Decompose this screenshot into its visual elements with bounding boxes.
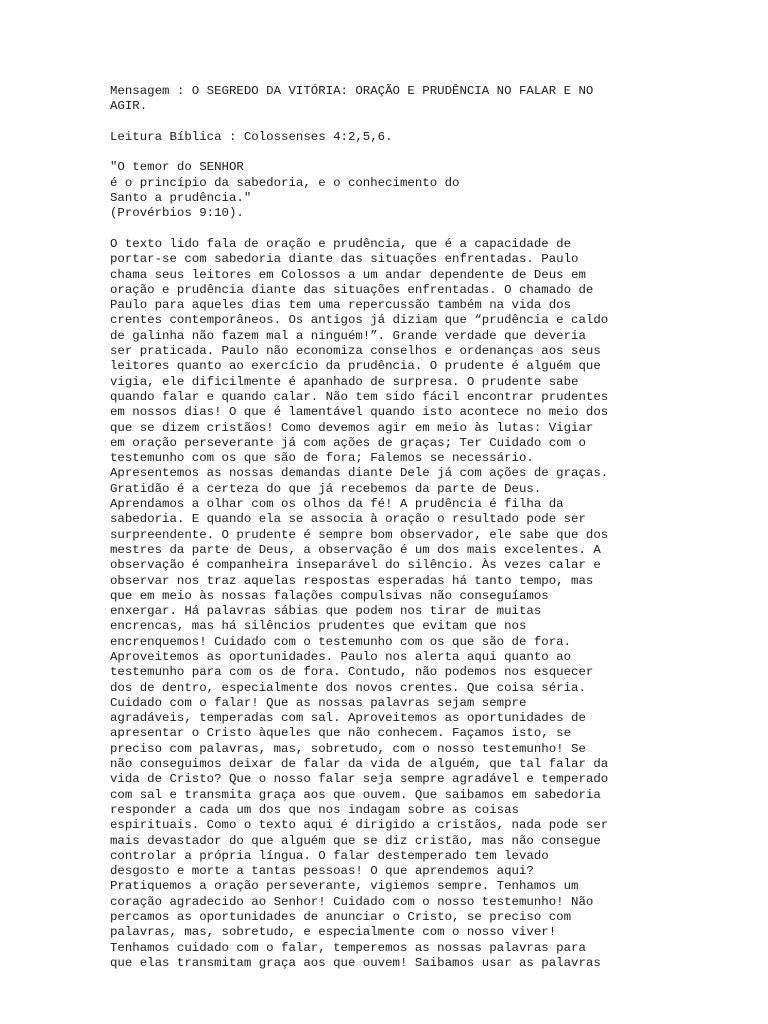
- spacer: [110, 145, 658, 160]
- body-line: mestres da parte de Deus, a observação é um dos mais excelentes. A: [110, 542, 601, 557]
- quote-citation: (Provérbios 9:10).: [110, 206, 244, 221]
- body-line: sabedoria. E quando ela se associa à oração o resultado pode ser: [110, 512, 586, 527]
- body-line: enxergar. Há palavras sábias que podem nos tirar de muitas: [110, 604, 542, 619]
- body-line: Paulo para aqueles dias tem uma repercussão também na vida dos: [110, 298, 572, 313]
- body-line: quando falar e quando calar. Não tem sido fácil encontrar prudentes: [110, 389, 609, 404]
- body-line: percamos as oportunidades de anunciar o Cristo, se preciso com: [110, 910, 572, 925]
- epigraph-quote: [110, 160, 658, 236]
- body-line: observação é companheira inseparável do silêncio. Às vezes calar e: [110, 558, 601, 573]
- body-line: encrencas, mas há silêncios prudentes que evitam que nos: [110, 619, 527, 634]
- spacer: [110, 115, 658, 130]
- body-line: leitores quanto ao exercício da prudência. O prudente é alguém que: [110, 359, 601, 374]
- document-page: [110, 84, 658, 971]
- body-line: Pratiquemos a oração perseverante, vigiemos sempre. Tenhamos um: [110, 879, 579, 894]
- body-line: dos de dentro, especialmente dos novos crentes. Que coisa séria.: [110, 680, 586, 695]
- body-line: apresentar o Cristo àqueles que não conhecem. Façamos isto, se: [110, 726, 572, 741]
- body-line: oração e prudência diante das situações enfrentadas. O chamado de: [110, 282, 594, 297]
- body-line: vigia, ele dificilmente é apanhado de surpresa. O prudente sabe: [110, 374, 579, 389]
- body-line: mais devastador do que alguém que se diz cristão, mas não consegue: [110, 833, 601, 848]
- quote-line: Santo a prudência.": [110, 191, 252, 206]
- body-line: coração agradecido ao Senhor! Cuidado com o nosso testemunho! Não: [110, 894, 594, 909]
- body-line: palavras, mas, sobretudo, e especialmente com o nosso viver!: [110, 925, 557, 940]
- body-line: controlar a própria língua. O falar destemperado tem levado: [110, 848, 549, 863]
- body-line: em oração perseverante já com ações de graças; Ter Cuidado com o: [110, 435, 586, 450]
- body-line: encrenquemos! Cuidado com o testemunho com os que são de fora.: [110, 634, 572, 649]
- body-line: Cuidado com o falar! Que as nossas palavras sejam sempre: [110, 695, 527, 710]
- body-line: Tenhamos cuidado com o falar, temperemos as nossas palavras para: [110, 940, 586, 955]
- body-paragraph: [110, 237, 658, 971]
- body-line: chama seus leitores em Colossos a um andar dependente de Deus em: [110, 267, 586, 282]
- body-line: testemunho para com os de fora. Contudo, não podemos nos esquecer: [110, 665, 594, 680]
- spacer: [110, 222, 658, 237]
- body-line: de galinha não fazem mal a ninguém!”. Grande verdade que deveria: [110, 328, 586, 343]
- bible-reading: Leitura Bíblica : Colossenses 4:2,5,6.: [110, 129, 393, 144]
- body-line: não conseguimos deixar de falar da vida de alguém, que tal falar da: [110, 757, 609, 772]
- body-line: surpreendente. O prudente é sempre bom observador, ele sabe que dos: [110, 527, 609, 542]
- body-line: que se dizem cristãos! Como devemos agir em meio às lutas: Vigiar: [110, 420, 594, 435]
- body-line: ser praticada. Paulo não economiza conselhos e ordenanças aos seus: [110, 344, 601, 359]
- body-line: que em meio às nossas falações compulsivas não conseguíamos: [110, 588, 549, 603]
- body-line: preciso com palavras, mas, sobretudo, com o nosso testemunho! Se: [110, 741, 586, 756]
- body-line: Aproveitemos as oportunidades. Paulo nos alerta aqui quanto ao: [110, 649, 572, 664]
- body-line: com sal e transmita graça aos que ouvem. Que saibamos em sabedoria: [110, 787, 601, 802]
- body-line: desgosto e morte a tantas pessoas! O que aprendemos aqui?: [110, 864, 534, 879]
- body-line: O texto lido fala de oração e prudência, que é a capacidade de: [110, 236, 572, 251]
- body-line: Gratidão é a certeza do que já recebemos da parte de Deus.: [110, 481, 542, 496]
- body-line: testemunho com os que são de fora; Falemos se necessário.: [110, 451, 534, 466]
- body-line: vida de Cristo? Que o nosso falar seja sempre agradável e temperado: [110, 772, 609, 787]
- body-line: espirituais. Como o texto aqui é dirigido a cristãos, nada pode ser: [110, 818, 609, 833]
- title-line-1: Mensagem : O SEGREDO DA VITÓRIA: ORAÇÃO E PRUDÊNCIA NO FALAR E NO: [110, 84, 594, 98]
- body-line: agradáveis, temperadas com sal. Aproveitemos as oportunidades de: [110, 711, 586, 726]
- quote-line: "O temor do SENHOR: [110, 160, 244, 175]
- body-line: portar-se com sabedoria diante das situações enfrentadas. Paulo: [110, 252, 579, 267]
- body-line: Apresentemos as nossas demandas diante Dele já com ações de graças.: [110, 466, 609, 481]
- body-line: em nossos dias! O que é lamentável quando isto acontece no meio dos: [110, 405, 609, 420]
- quote-line: é o princípio da sabedoria, e o conhecimento do: [110, 175, 460, 190]
- body-line: que elas transmitam graça aos que ouvem! Saibamos usar as palavras: [110, 955, 601, 970]
- document-header: [110, 84, 658, 160]
- title-line-2: AGIR.: [110, 99, 148, 114]
- body-line: Aprendamos a olhar com os olhos da fé! A prudência é filha da: [110, 497, 564, 512]
- body-line: responder a cada um dos que nos indagam sobre as coisas: [110, 802, 519, 817]
- body-line: crentes contemporâneos. Os antigos já diziam que “prudência e caldo: [110, 313, 609, 328]
- body-line: observar nos traz aquelas respostas esperadas há tanto tempo, mas: [110, 573, 594, 588]
